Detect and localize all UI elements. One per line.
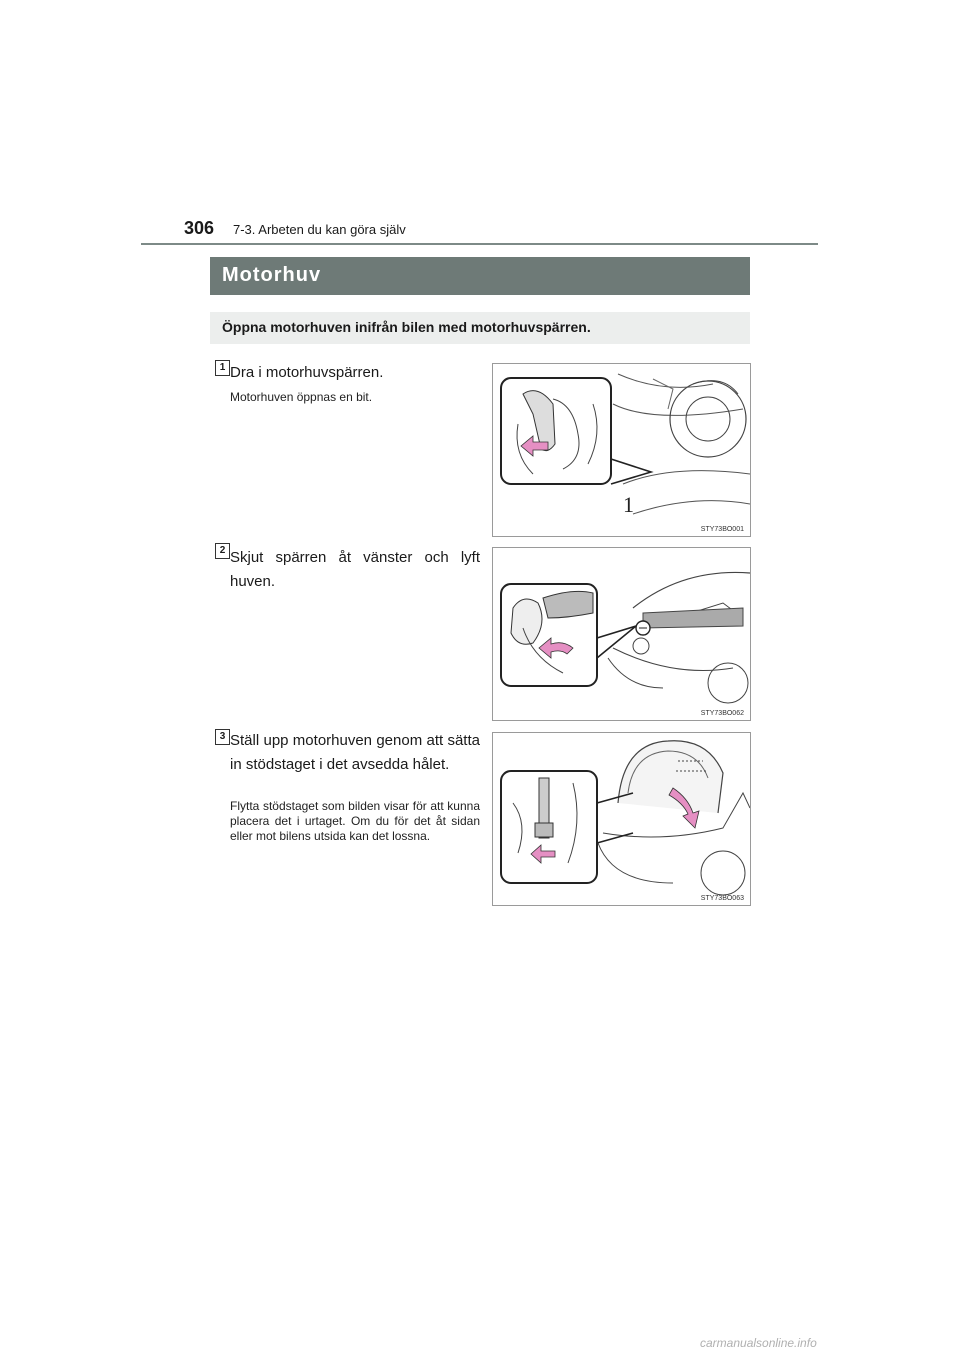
figure-callout-number: 1	[623, 492, 634, 517]
figure-step-3	[492, 732, 751, 906]
section-title-bar	[210, 257, 750, 295]
figure-step-1	[492, 363, 751, 537]
step-number-2: 2	[215, 543, 230, 559]
header-divider	[141, 243, 818, 245]
section-title: Motorhuv	[222, 264, 322, 286]
figure-code-3: STY73BO063	[700, 895, 744, 902]
step-3-note: Flytta stödstaget som bilden visar för att kunna placera det i urtaget. Om du för det åt sidan eller mot bilens utsida kan det lossna.	[230, 799, 480, 843]
page-number: 306	[184, 218, 215, 238]
step-number-1: 1	[215, 360, 230, 376]
chapter-title: 7-3. Arbeten du kan göra själv	[233, 222, 406, 237]
subheading-bar	[210, 312, 750, 344]
step-number-3: 3	[215, 729, 230, 745]
subheading: Öppna motorhuven inifrån bilen med motorhuvspärren.	[222, 319, 591, 335]
step-1-note: Motorhuven öppnas en bit.	[230, 390, 373, 404]
step-2-title: Skjut spärren åt vänster och lyft huven.	[230, 549, 480, 590]
hood-release-lever-illustration	[493, 364, 750, 536]
hood-support-rod-illustration	[493, 733, 750, 905]
figure-code-2: STY73BO062	[700, 710, 744, 717]
figure-code-1: STY73BO001	[700, 526, 744, 533]
step-1-title: Dra i motorhuvspärren.	[230, 364, 384, 381]
figure-step-2	[492, 547, 751, 721]
watermark: carmanualsonline.info	[700, 1336, 817, 1350]
latch-release-illustration	[493, 548, 750, 720]
step-3-title: Ställ upp motorhuven genom att sätta in stödstaget i det avsedda hålet.	[230, 732, 480, 773]
